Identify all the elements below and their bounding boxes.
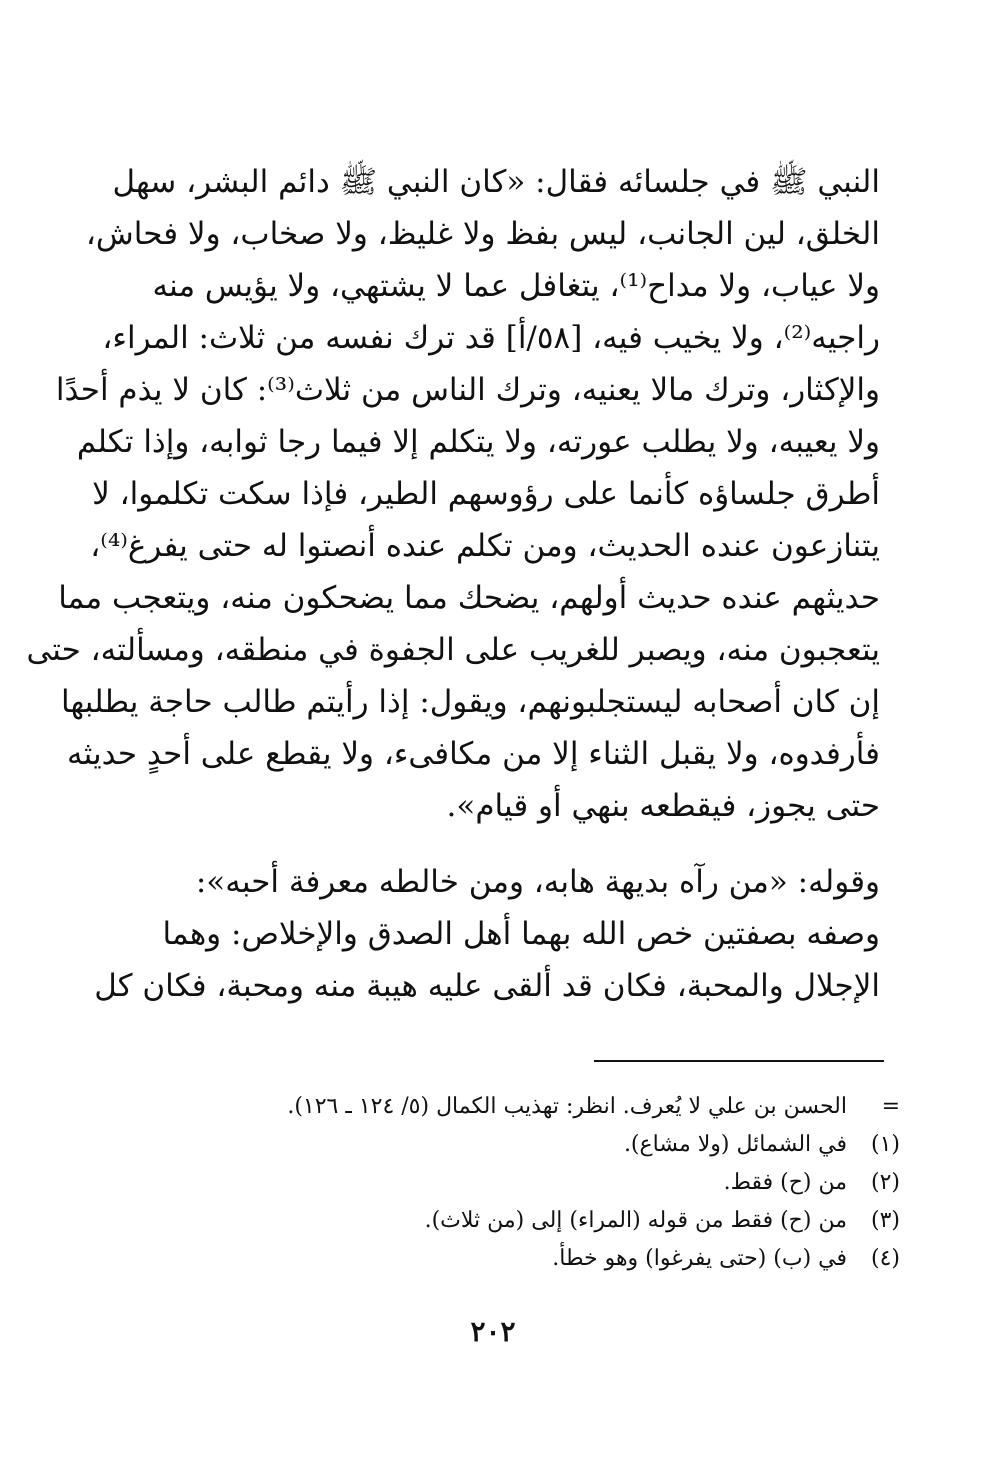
text-line: حديثهم عنده حديث أولهم، يضحك مما يضحكون منه، ويتعجب مما <box>58 580 880 616</box>
text-line: وصفه بصفتين خص الله بهما أهل الصدق والإخلاص: وهما <box>162 916 880 952</box>
continuation-mark: = <box>881 1094 900 1119</box>
footnote-item <box>200 1240 900 1278</box>
footnote-number: (١) <box>870 1132 900 1157</box>
text-line: راجيه⁽²⁾، ولا يخيب فيه، [٥٨/أ] قد ترك نفسه من ثلاث: المراء، <box>102 320 880 356</box>
footnote-text: في (ب) (حتى يفرغوا) وهو خطأ. <box>552 1246 847 1271</box>
text-line: يتنازعون عنده الحديث، ومن تكلم عنده أنصتوا له حتى يفرغ⁽⁴⁾، <box>90 528 880 564</box>
text-line: أطرق جلساؤه كأنما على رؤوسهم الطير، فإذا سكت تكلموا، لا <box>92 476 880 512</box>
footnote-number: (٤) <box>870 1246 900 1271</box>
footnote-item <box>200 1164 900 1202</box>
footnote-text: الحسن بن علي لا يُعرف. انظر: تهذيب الكمال (٥/ ١٢٤ ـ ١٢٦). <box>287 1094 847 1119</box>
footnote-text: من (ح) فقط. <box>723 1170 847 1195</box>
footnote-number: (٢) <box>870 1170 900 1195</box>
text-line: إن كان أصحابه ليستجلبونهم، ويقول: إذا رأيتم طالب حاجة يطلبها <box>61 684 880 720</box>
footnote-item <box>200 1202 900 1240</box>
footnote-text: في الشمائل (ولا مشاع). <box>623 1132 847 1157</box>
text-line: الإجلال والمحبة، فكان قد ألقى عليه هيبة منه ومحبة، فكان كل <box>94 968 880 1004</box>
text-line: يتعجبون منه، ويصبر للغريب على الجفوة في منطقه، ومسألته، حتى <box>26 632 880 668</box>
footnotes <box>200 1088 900 1278</box>
page-number: ٢٠٢ <box>470 1315 516 1348</box>
footnote-text: من (ح) فقط من قوله (المراء) إلى (من ثلاث). <box>424 1208 847 1233</box>
text-line: وقوله: «من رآه بديهة هابه، ومن خالطه معرفة أحبه»: <box>195 864 880 900</box>
text-line: حتى يجوز، فيقطعه بنهي أو قيام». <box>446 788 880 824</box>
text-line: الخلق، لين الجانب، ليس بفظ ولا غليظ، ولا صخاب، ولا فحاش، <box>85 216 880 252</box>
footnote-item <box>200 1126 900 1164</box>
text-line: فأرفدوه، ولا يقبل الثناء إلا من مكافىء، ولا يقطع على أحدٍ حديثه <box>67 736 880 772</box>
footnote-continuation <box>200 1088 900 1126</box>
text-line: والإكثار، وترك مالا يعنيه، وترك الناس من ثلاث⁽³⁾: كان لا يذم أحدًا <box>55 372 880 408</box>
main-text <box>26 156 880 1012</box>
text-line: ولا يعيبه، ولا يطلب عورته، ولا يتكلم إلا فيما رجا ثوابه، وإذا تكلم <box>76 424 880 460</box>
text-line: ولا عياب، ولا مداح⁽¹⁾، يتغافل عما لا يشتهي، ولا يؤيس منه <box>152 268 880 304</box>
paragraph-gap <box>110 832 880 856</box>
footnote-number: (٣) <box>870 1208 900 1233</box>
footnote-separator <box>594 1060 884 1062</box>
text-line: النبي ﷺ في جلسائه فقال: «كان النبي ﷺ دائم البشر، سهل <box>112 164 880 200</box>
